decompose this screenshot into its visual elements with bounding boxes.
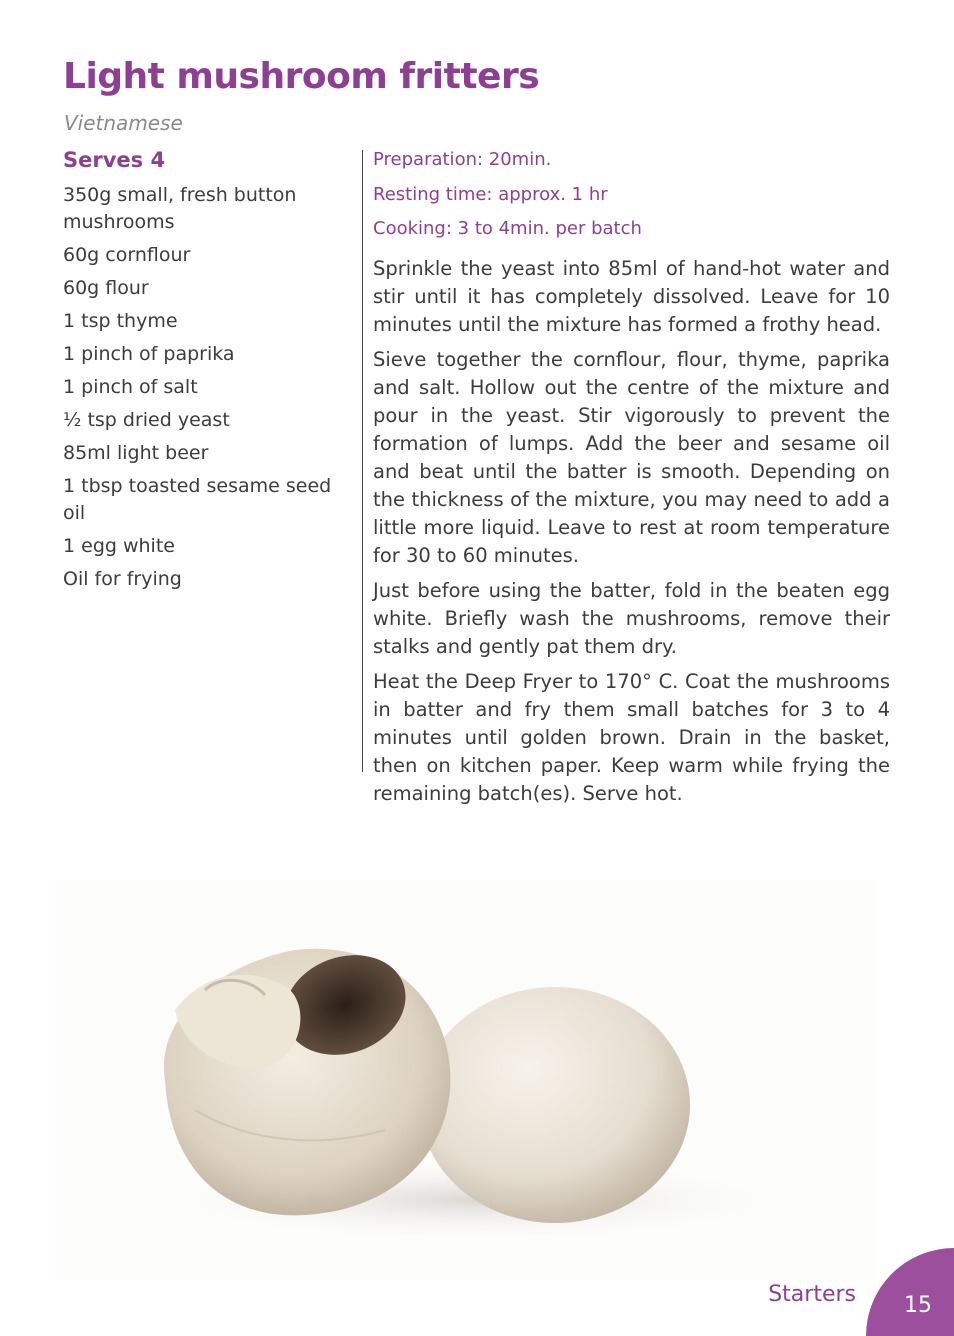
page-tab xyxy=(866,1248,954,1336)
ingredient-item: 1 tsp thyme xyxy=(63,310,178,332)
ingredient-item: 1 tbsp toasted sesame seed oil xyxy=(63,475,332,524)
resting-time: Resting time: approx. 1 hr xyxy=(373,183,608,205)
ingredient-item: 85ml light beer xyxy=(63,442,209,464)
cuisine-label: Vietnamese xyxy=(64,111,183,135)
method-text xyxy=(373,255,890,815)
serves-heading: Serves 4 xyxy=(63,148,166,172)
method-paragraph: Sprinkle the yeast into 85ml of hand-hot water and stir until it has completely dissolved. Leave for 10 minutes until the mixture has formed a frothy head. xyxy=(373,257,890,336)
recipe-title: Light mushroom fritters xyxy=(63,56,540,97)
page-number: 15 xyxy=(904,1293,932,1318)
mushrooms-photo xyxy=(55,880,875,1280)
cooking-time: Cooking: 3 to 4min. per batch xyxy=(373,218,642,239)
ingredient-item: 1 pinch of salt xyxy=(63,376,198,398)
ingredient-item: 1 pinch of paprika xyxy=(63,343,235,365)
method-paragraph: Just before using the batter, fold in the beaten egg white. Briefly wash the mushrooms, remove their stalks and gently pat them dry. xyxy=(373,579,890,658)
ingredient-item: ½ tsp dried yeast xyxy=(63,409,230,431)
timing-block xyxy=(373,146,893,250)
preparation-time: Preparation: 20min. xyxy=(373,149,552,170)
method-paragraph: Heat the Deep Fryer to 170° C. Coat the mushrooms in batter and fry them small batches for 3 to 4 minutes until golden brown. Drain in the basket, then on kitchen paper. Keep warm while frying the remaining batch(es). Serve hot. xyxy=(373,670,890,805)
ingredient-item: 60g cornflour xyxy=(63,244,191,266)
column-divider xyxy=(362,150,363,772)
ingredient-item: 350g small, fresh button mushrooms xyxy=(63,184,297,233)
ingredient-list xyxy=(63,182,343,599)
method-paragraph: Sieve together the cornflour, flour, thyme, paprika and salt. Hollow out the centre of the mixture and pour in the yeast. Stir vigorously to prevent the formation of lumps. Add the beer and sesame oil and beat until the batter is smooth. Depending on the thickness of the mixture, you may need to add a little more liquid. Leave to rest at room temperature for 30 to 60 minutes. xyxy=(373,348,890,567)
ingredient-item: 60g flour xyxy=(63,277,149,299)
section-label: Starters xyxy=(768,1282,856,1307)
ingredient-item: Oil for frying xyxy=(63,568,182,590)
ingredient-item: 1 egg white xyxy=(63,535,175,557)
